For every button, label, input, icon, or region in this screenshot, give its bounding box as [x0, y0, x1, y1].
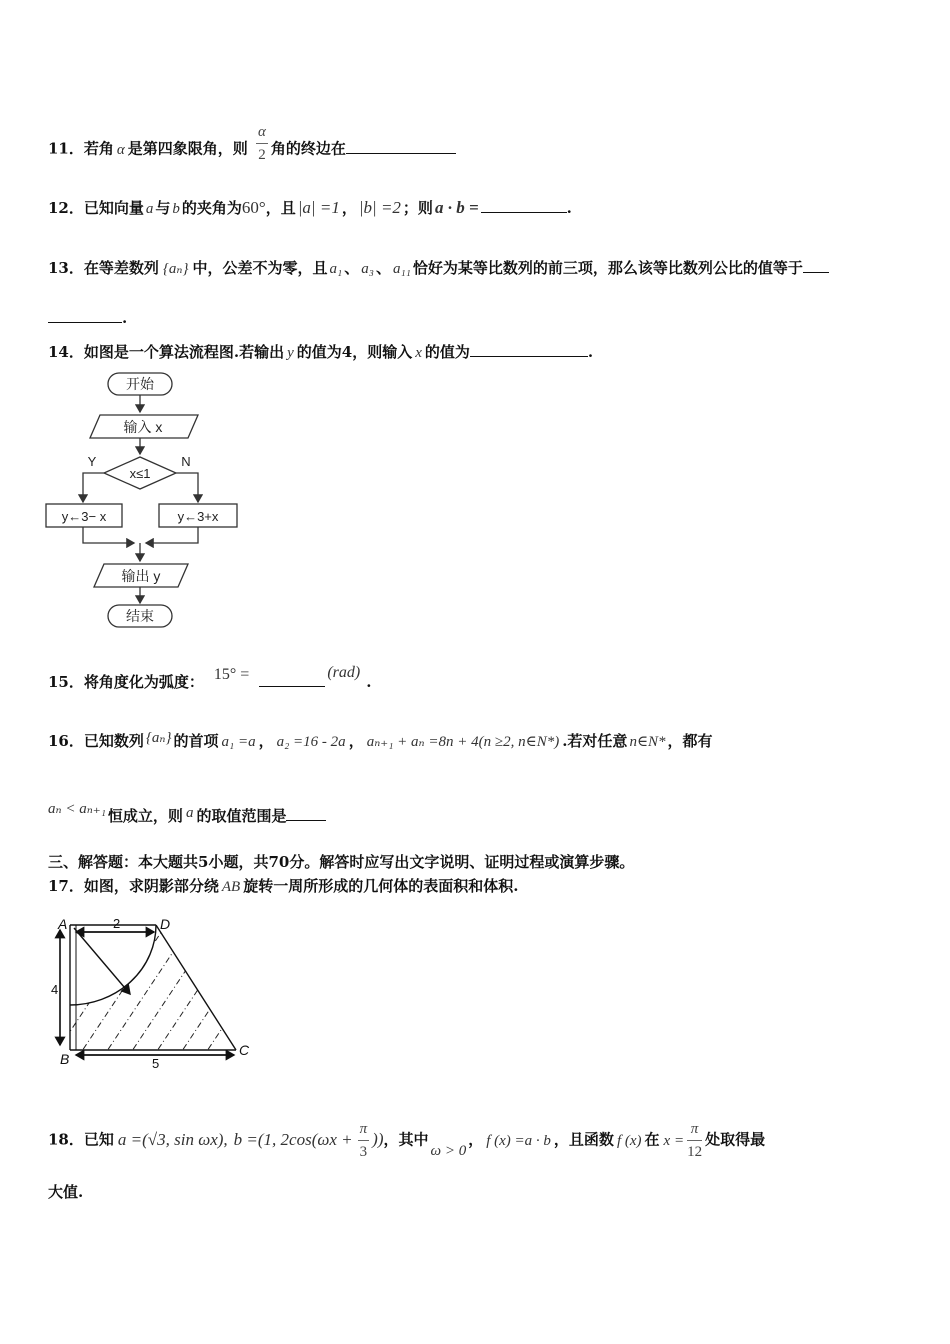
label-C: C — [239, 1042, 250, 1058]
question-17: 17．如图，求阴影部分绕 AB 旋转一周所形成的几何体的表面积和体积. — [48, 877, 519, 895]
alpha: α — [116, 141, 125, 158]
label-A: A — [58, 916, 68, 932]
flow-right-label: y←3+x — [177, 509, 219, 524]
label-B: B — [60, 1051, 70, 1067]
flow-left-label: y←3− x — [61, 509, 107, 524]
question-18-cont: 大值. — [48, 1183, 84, 1201]
question-13: 13．在等差数列 {aₙ} 中，公差不为零，且 a₁ 、 a₃ 、 a₁₁ 恰好为某等比数列的前三项，那么该等比数列公比的值等于 — [48, 258, 829, 279]
question-11: 11．若角 α 是第四象限角，则 $\frac{\alpha}{2}$ 角的终边在 — [48, 127, 456, 172]
flow-output-label: 输出 y — [121, 568, 161, 584]
flow-input-label: 输入 x — [123, 419, 163, 435]
question-14: 14．如图是一个算法流程图.若输出 y 的值为4，则输入 x 的值为 . — [48, 343, 594, 361]
flow-start-label: 开始 — [126, 376, 154, 392]
flow-yes-label: Y — [87, 454, 97, 469]
question-18: 18．已知 a =(√3, sin ωx), b =(1, 2cos(ωx + $\frac{\pi}{3}$ ))，其中ω > 0， f (x) =a · b ，且函数 f (x) 在 x = $\frac{\pi}{12}$ 处取得最 — [48, 1118, 765, 1163]
flow-condition-label: x≤1 — [129, 466, 151, 481]
question-13-cont: . — [48, 308, 127, 328]
label-side-length: 4 — [51, 982, 59, 997]
flowchart — [40, 368, 250, 633]
answer-blank-13b[interactable] — [48, 308, 122, 323]
label-D: D — [160, 916, 171, 932]
question-16-cont: aₙ < aₙ₊₁ 恒成立，则 a 的取值范围是 — [48, 806, 326, 827]
label-top-length: 2 — [113, 916, 121, 931]
question-16: 16．已知数列 {aₙ} 的首项 a₁ =a ， a₂ =16 - 2a ， aₙ₊₁ + aₙ =8n + 4(n ≥2, n∈N*) .若对任意 n∈N* ，都有 — [48, 730, 713, 750]
fraction-alpha-over-2: $\frac{\alpha}{2}$ — [256, 121, 268, 166]
flow-end-label: 结束 — [126, 608, 154, 624]
figure-17 — [46, 910, 266, 1070]
answer-blank-12[interactable] — [481, 198, 567, 213]
label-bottom-length: 5 — [152, 1056, 160, 1070]
question-12: 12．已知向量 a 与 b 的夹角为60°，且 |a| =1 ， |b| =2 ；则 a · b = . — [48, 198, 572, 217]
question-15: 15．将角度化为弧度： 15° = (rad). — [48, 664, 372, 691]
answer-blank-16[interactable] — [286, 806, 326, 821]
answer-blank-11[interactable] — [346, 139, 456, 154]
edge-DC — [156, 925, 236, 1050]
section-3-heading: 三、解答题：本大题共5小题，共70分。解答时应写出文字说明、证明过程或演算步骤。 — [48, 853, 635, 871]
flow-no-label: N — [181, 454, 191, 469]
answer-blank-15[interactable] — [259, 672, 325, 687]
answer-blank-13a[interactable] — [803, 258, 829, 273]
answer-blank-14[interactable] — [470, 342, 588, 357]
arc-quarter-circle — [70, 925, 156, 1005]
radius-arrow — [74, 928, 130, 994]
